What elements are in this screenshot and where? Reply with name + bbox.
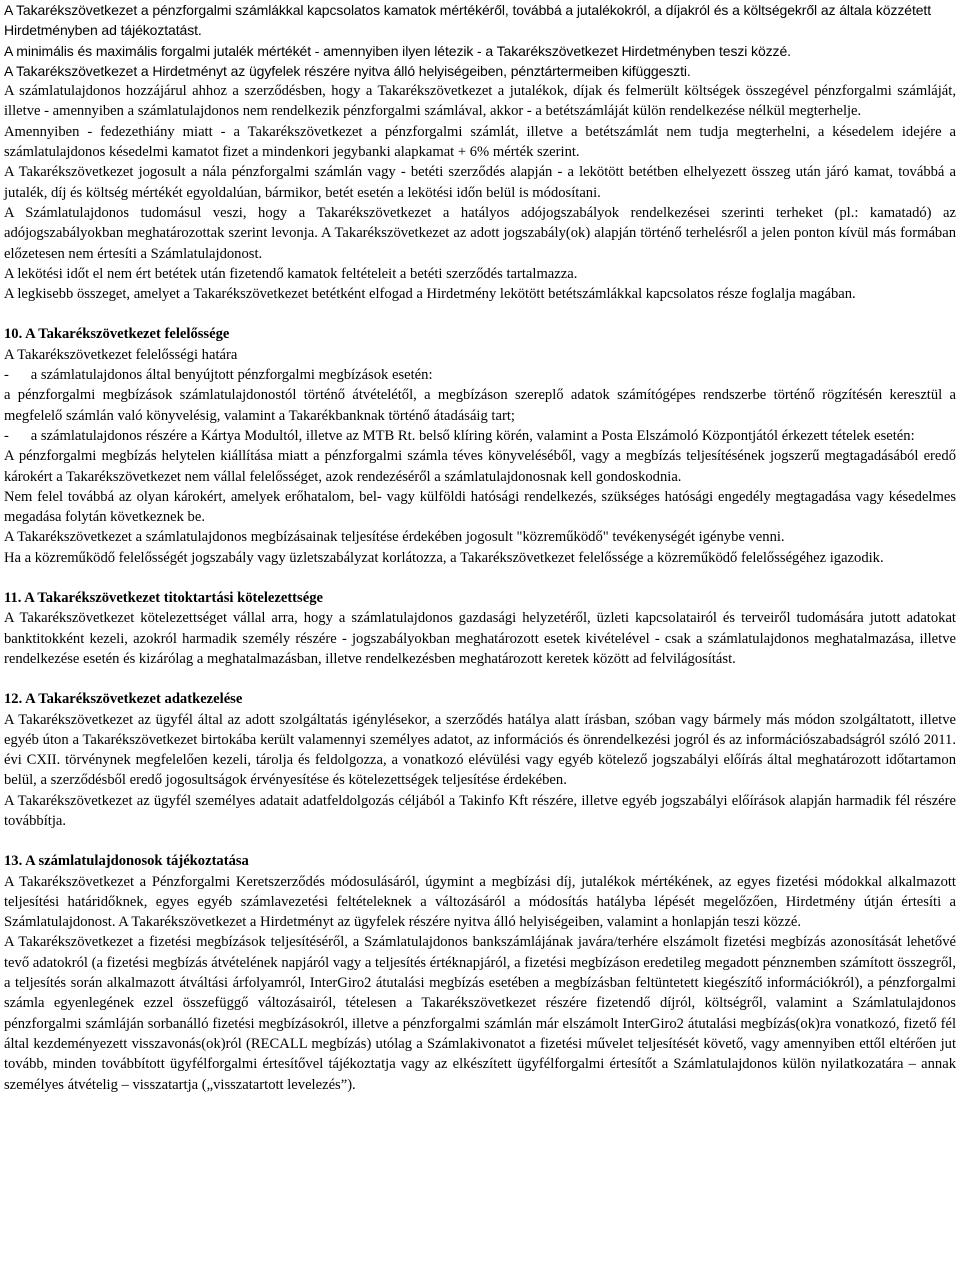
body-paragraph-6: A legkisebb összeget, amelyet a Takarékszövetkezet betétként elfogad a Hirdetmény lekötött betétszámlákkal kapcsolatos része foglalja magában. — [4, 286, 856, 303]
section-10-paragraph-5: Ha a közreműködő felelősségét jogszabály vagy üzletszabályzat korlátozza, a Takarékszövetkezet felelőssége a közreműködő felelősségéhez igazodik. — [4, 549, 884, 566]
section-10-paragraph-3: Nem felel továbbá az olyan károkért, amelyek erőhatalom, bel- vagy külföldi hatósági rendelkezés, szükséges hatósági engedély megtagadása vagy késedelmes megadása folytán következnek be. — [4, 488, 956, 526]
section-10-heading: 10. A Takarékszövetkezet felelőssége — [4, 326, 230, 343]
body-paragraph-1: A számlatulajdonos hozzájárul ahhoz a szerződésben, hogy a Takarékszövetkezet a jutalékok, díjak és felmerült költségek összegével pénzforgalmi számláját, illetve - amennyiben a számlatulajdonos nem rendelkezik pénzforgalmi számlával, akkor - a betétszámláját külön rendelkezése nélkül megterhelje. — [4, 83, 956, 120]
section-11-heading: 11. A Takarékszövetkezet titoktartási kötelezettsége — [4, 590, 323, 607]
body-paragraph-4: A Számlatulajdonos tudomásul veszi, hogy a Takarékszövetkezet a hatályos adójogszabályok rendelkezései szerinti terheket (pl.: kamatadó) az adójogszabályokban meghatározottak szerint levonja. A Takarékszövetkezet az adott jogszabály(ok) alapján történő terhelésről a jelen ponton kívül más formában előzetesen nem értesíti a Számlatulajdonost. — [4, 204, 956, 262]
intro-paragraph-3: A Takarékszövetkezet a Hirdetményt az ügyfelek részére nyitva álló helyiségeiben, pénztártermeiben kifüggeszti. — [4, 62, 691, 79]
section-spacer — [4, 669, 956, 689]
section-10-dash-item-1: - a számlatulajdonos által benyújtott pénzforgalmi megbízások esetén: — [4, 367, 433, 384]
section-11-paragraph-1: A Takarékszövetkezet kötelezettséget vállal arra, hogy a számlatulajdonos gazdasági helyzetéről, üzleti kapcsolatairól és terveiről tudomására jutott adatokat banktitokként kezeli, azokról harmadik személy részére - jogszabályokban meghatározott esetek kivételével - csak a számlatulajdonos meghatalmazása, illetve rendelkezése esetén és kizárólag a meghatalmazásban, illetve rendelkezésben meghatározott keretek között ad felvilágosítást. — [4, 610, 956, 667]
intro-paragraph-1: A Takarékszövetkezet a pénzforgalmi számlákkal kapcsolatos kamatok mértékéről, továbbá a jutalékokról, a díjakról és a költségekről az általa közzétett Hirdetményben ad tájékoztatást. — [4, 2, 931, 39]
intro-paragraph-2: A minimális és maximális forgalmi jutalék mértékét - amennyiben ilyen létezik - a Takarékszövetkezet Hirdetményben teszi közzé. — [4, 42, 791, 59]
section-13-paragraph-1: A Takarékszövetkezet a Pénzforgalmi Keretszerződés módosulásáról, úgymint a megbízási díj, jutalékok mértékének, az egyes fizetési módokkal alkalmazott teljesítési határidőknek, egyes egyéb számlavezetési feltételeknek a változásáról a módosítás hatályba lépését megelőzően, Hirdetmény útján értesíti a Számlatulajdonost. A Takarékszövetkezet a Hirdetményt az ügyfelek részére nyitva álló helyiségeiben, valamint a honlapján teszi közzé. — [4, 873, 956, 931]
section-12-paragraph-1: A Takarékszövetkezet az ügyfél által az adott szolgáltatás igénylésekor, a szerződés hatálya alatt írásban, szóban vagy bármely más módon szolgáltatott, illetve egyéb úton a Takarékszövetkezet birtokába került valamennyi személyes adatot, az információs és önrendelkezési jogról és az információszabadságról szóló 2011. évi CXII. törvénynek megfelelően kezeli, tárolja és feldolgozza, a vonatkozó elévülési vagy egyéb kötelező jogszabályi előírás által meghatározott időtartamon belül, a szerződésből eredő jogosultságok érvényesítése és kötelezettségek teljesítése érdekében. — [4, 711, 956, 789]
section-12-heading: 12. A Takarékszövetkezet adatkezelése — [4, 691, 243, 708]
section-10-paragraph-1: a pénzforgalmi megbízások számlatulajdonostól történő átvételétől, a megbízáson szereplő adatok számítógépes rendszerbe történő rögzítésén keresztül a megfelelő számlán való könyvelésig, valamint a Takarékbanknak történő átadásáig tart; — [4, 387, 956, 424]
section-spacer — [4, 831, 956, 851]
section-spacer — [4, 568, 956, 588]
body-paragraph-5: A lekötési időt el nem ért betétek után fizetendő kamatok feltételeit a betéti szerződés tartalmazza. — [4, 265, 578, 282]
body-paragraph-2: Amennyiben - fedezethiány miatt - a Takarékszövetkezet a pénzforgalmi számlát, illetve a betétszámlát nem tudja megterhelni, a késedelem idejére a számlatulajdonos késedelmi kamatot fizet a mindenkori jegybanki alapkamat + 6% mérték szerint. — [4, 123, 956, 161]
body-paragraph-3: A Takarékszövetkezet jogosult a nála pénzforgalmi számlán vagy - betéti szerződés alapján - a lekötött betétben elhelyezett összeg után járó kamat, továbbá a jutalék, díj és költség mértékét egyoldalúan, bármikor, betét esetén a lekötési időn belül is módosítani. — [4, 164, 956, 201]
section-12-paragraph-2: A Takarékszövetkezet az ügyfél személyes adatait adatfeldolgozás céljából a Takinfo Kft részére, illetve egyéb jogszabályi előírások alapján harmadik fél részére továbbítja. — [4, 792, 956, 829]
section-10-paragraph-2: A pénzforgalmi megbízás helytelen kiállítása miatt a pénzforgalmi számla téves könyveléséből, vagy a megbízás teljesítésének jogszerű megtagadásából eredő károkért a Takarékszövetkezet nem vállal felelősséget, azok rendezéséről a számlatulajdonosnak kell gondoskodnia. — [4, 448, 956, 485]
section-10-dash-item-2: - a számlatulajdonos részére a Kártya Modultól, illetve az MTB Rt. belső klíring körén, valamint a Posta Elszámoló Központjától érkezett tételek esetén: — [4, 427, 915, 444]
section-10-paragraph-4: A Takarékszövetkezet a számlatulajdonos megbízásainak teljesítése érdekében jogosult "közreműködő" tevékenységét igénybe venni. — [4, 529, 785, 546]
section-13-heading: 13. A számlatulajdonosok tájékoztatása — [4, 853, 249, 870]
section-10-subheading: A Takarékszövetkezet felelősségi határa — [4, 346, 238, 363]
section-spacer — [4, 304, 956, 324]
section-13-paragraph-2: A Takarékszövetkezet a fizetési megbízások teljesítéséről, a Számlatulajdonos bankszámlájának javára/terhére elszámolt fizetési megbízás azonosítását lehetővé tevő adatokról (a fizetési megbízás átvételének napjáról vagy a teljesítés értéknapjáról, a fizetési megbízáson eredetileg megadott pénznemben számított összegről, a teljesítés során alkalmazott átváltási árfolyamról, InterGiro2 átutalási megbízás esetében a megbízásban feltüntetett kiegészítő információkról), a pénzforgalmi számla egyenlegének ezzel összefüggő változásairól, tételesen a Takarékszövetkezet részére fizetendő díjról, költségről, valamint a Számlatulajdonos pénzforgalmi számláján sorbanálló fizetési megbízásokról, illetve a pénzforgalmi számlán már elszámolt InterGiro2 átutalási megbízás(ok)ra vonatkozó, fizető fél által kezdeményezett visszavonás(ok)ról (RECALL megbízás) utólag a Számlakivonatot a fizetési művelet teljesítését követő, vagy amennyiben ettől eltérően jut tovább, minden továbbított ügyfélforgalmi értesítővel tájékoztatja vagy az elkészített ügyfélforgalmi értesítőt a Számlatulajdonos külön nyilatkozatára – annak személyes átvételig – visszatartja („visszatartott levelezés”). — [4, 934, 956, 1093]
